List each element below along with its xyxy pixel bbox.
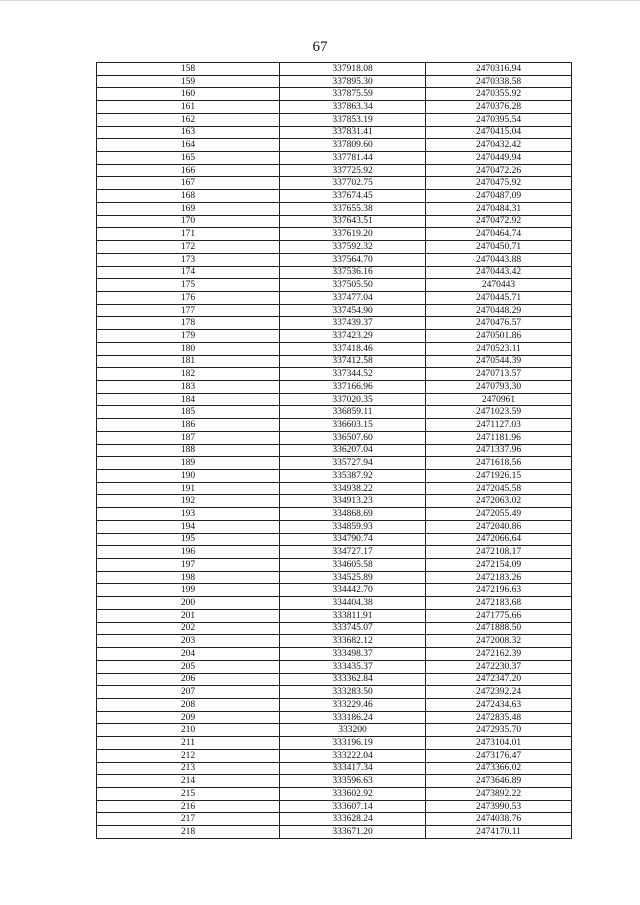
x-coordinate-cell: 334938.22 bbox=[280, 482, 426, 495]
point-number-cell: 186 bbox=[97, 419, 280, 432]
x-coordinate-cell: 337918.08 bbox=[280, 63, 426, 76]
y-coordinate-cell: 2471926.15 bbox=[426, 470, 572, 483]
y-coordinate-cell: 2471127.03 bbox=[426, 419, 572, 432]
y-coordinate-cell: 2470472.92 bbox=[426, 215, 572, 228]
point-number-cell: 188 bbox=[97, 444, 280, 457]
x-coordinate-cell: 337418.46 bbox=[280, 342, 426, 355]
y-coordinate-cell: 2472154.09 bbox=[426, 559, 572, 572]
table-row bbox=[97, 533, 572, 546]
table-row bbox=[97, 304, 572, 317]
y-coordinate-cell: 2471888.50 bbox=[426, 622, 572, 635]
y-coordinate-cell: 2470501.86 bbox=[426, 330, 572, 343]
point-number-cell: 172 bbox=[97, 241, 280, 254]
table-row bbox=[97, 584, 572, 597]
x-coordinate-cell: 337505.50 bbox=[280, 279, 426, 292]
y-coordinate-cell: 2473646.89 bbox=[426, 775, 572, 788]
y-coordinate-cell: 2472392.24 bbox=[426, 686, 572, 699]
table-row bbox=[97, 202, 572, 215]
y-coordinate-cell: 2470544.39 bbox=[426, 355, 572, 368]
point-number-cell: 176 bbox=[97, 291, 280, 304]
x-coordinate-cell: 336207.04 bbox=[280, 444, 426, 457]
table-row bbox=[97, 241, 572, 254]
point-number-cell: 204 bbox=[97, 648, 280, 661]
point-number-cell: 160 bbox=[97, 88, 280, 101]
x-coordinate-cell: 333811.91 bbox=[280, 609, 426, 622]
y-coordinate-cell: 2471775.66 bbox=[426, 609, 572, 622]
point-number-cell: 159 bbox=[97, 75, 280, 88]
x-coordinate-cell: 337643.51 bbox=[280, 215, 426, 228]
table-row bbox=[97, 546, 572, 559]
point-number-cell: 162 bbox=[97, 113, 280, 126]
table-row bbox=[97, 393, 572, 406]
table-row bbox=[97, 673, 572, 686]
point-number-cell: 215 bbox=[97, 787, 280, 800]
table-row bbox=[97, 266, 572, 279]
x-coordinate-cell: 337674.45 bbox=[280, 190, 426, 203]
coordinates-table-body bbox=[97, 63, 572, 839]
y-coordinate-cell: 2470464.74 bbox=[426, 228, 572, 241]
table-row bbox=[97, 139, 572, 152]
table-row bbox=[97, 368, 572, 381]
y-coordinate-cell: 2470475.92 bbox=[426, 177, 572, 190]
point-number-cell: 168 bbox=[97, 190, 280, 203]
x-coordinate-cell: 333602.92 bbox=[280, 787, 426, 800]
top-rule bbox=[0, 0, 640, 1]
point-number-cell: 194 bbox=[97, 520, 280, 533]
x-coordinate-cell: 333283.50 bbox=[280, 686, 426, 699]
point-number-cell: 212 bbox=[97, 749, 280, 762]
y-coordinate-cell: 2470713.57 bbox=[426, 368, 572, 381]
y-coordinate-cell: 2470432.42 bbox=[426, 139, 572, 152]
table-row bbox=[97, 775, 572, 788]
point-number-cell: 181 bbox=[97, 355, 280, 368]
x-coordinate-cell: 337020.35 bbox=[280, 393, 426, 406]
point-number-cell: 169 bbox=[97, 202, 280, 215]
table-row bbox=[97, 291, 572, 304]
x-coordinate-cell: 337454.90 bbox=[280, 304, 426, 317]
y-coordinate-cell: 2472347.20 bbox=[426, 673, 572, 686]
point-number-cell: 218 bbox=[97, 826, 280, 839]
point-number-cell: 192 bbox=[97, 495, 280, 508]
y-coordinate-cell: 2471618.56 bbox=[426, 457, 572, 470]
table-row bbox=[97, 724, 572, 737]
x-coordinate-cell: 334727.17 bbox=[280, 546, 426, 559]
point-number-cell: 200 bbox=[97, 597, 280, 610]
y-coordinate-cell: 2472055.49 bbox=[426, 508, 572, 521]
y-coordinate-cell: 2470449.94 bbox=[426, 152, 572, 165]
table-row bbox=[97, 355, 572, 368]
y-coordinate-cell: 2470487.09 bbox=[426, 190, 572, 203]
y-coordinate-cell: 2471337.96 bbox=[426, 444, 572, 457]
x-coordinate-cell: 333362.84 bbox=[280, 673, 426, 686]
table-row bbox=[97, 113, 572, 126]
point-number-cell: 208 bbox=[97, 698, 280, 711]
point-number-cell: 213 bbox=[97, 762, 280, 775]
table-row bbox=[97, 228, 572, 241]
x-coordinate-cell: 337702.75 bbox=[280, 177, 426, 190]
y-coordinate-cell: 2470355.92 bbox=[426, 88, 572, 101]
y-coordinate-cell: 2472835.48 bbox=[426, 711, 572, 724]
table-row bbox=[97, 711, 572, 724]
y-coordinate-cell: 2470415.04 bbox=[426, 126, 572, 139]
y-coordinate-cell: 2473892.22 bbox=[426, 787, 572, 800]
table-row bbox=[97, 342, 572, 355]
point-number-cell: 191 bbox=[97, 482, 280, 495]
x-coordinate-cell: 337166.96 bbox=[280, 380, 426, 393]
x-coordinate-cell: 334605.58 bbox=[280, 559, 426, 572]
point-number-cell: 214 bbox=[97, 775, 280, 788]
point-number-cell: 185 bbox=[97, 406, 280, 419]
x-coordinate-cell: 333671.20 bbox=[280, 826, 426, 839]
point-number-cell: 207 bbox=[97, 686, 280, 699]
x-coordinate-cell: 337875.59 bbox=[280, 88, 426, 101]
point-number-cell: 158 bbox=[97, 63, 280, 76]
point-number-cell: 197 bbox=[97, 559, 280, 572]
y-coordinate-cell: 2474038.76 bbox=[426, 813, 572, 826]
table-row bbox=[97, 508, 572, 521]
x-coordinate-cell: 336859.11 bbox=[280, 406, 426, 419]
y-coordinate-cell: 2474170.11 bbox=[426, 826, 572, 839]
x-coordinate-cell: 337895.30 bbox=[280, 75, 426, 88]
table-row bbox=[97, 101, 572, 114]
point-number-cell: 209 bbox=[97, 711, 280, 724]
point-number-cell: 161 bbox=[97, 101, 280, 114]
x-coordinate-cell: 333745.07 bbox=[280, 622, 426, 635]
point-number-cell: 164 bbox=[97, 139, 280, 152]
point-number-cell: 193 bbox=[97, 508, 280, 521]
y-coordinate-cell: 2472196.63 bbox=[426, 584, 572, 597]
table-row bbox=[97, 571, 572, 584]
point-number-cell: 190 bbox=[97, 470, 280, 483]
point-number-cell: 170 bbox=[97, 215, 280, 228]
table-row bbox=[97, 431, 572, 444]
y-coordinate-cell: 2472935.70 bbox=[426, 724, 572, 737]
y-coordinate-cell: 2470961 bbox=[426, 393, 572, 406]
x-coordinate-cell: 337853.19 bbox=[280, 113, 426, 126]
y-coordinate-cell: 2471181.96 bbox=[426, 431, 572, 444]
point-number-cell: 198 bbox=[97, 571, 280, 584]
point-number-cell: 202 bbox=[97, 622, 280, 635]
x-coordinate-cell: 337725.92 bbox=[280, 164, 426, 177]
y-coordinate-cell: 2473990.53 bbox=[426, 800, 572, 813]
table-row bbox=[97, 495, 572, 508]
point-number-cell: 217 bbox=[97, 813, 280, 826]
x-coordinate-cell: 337863.34 bbox=[280, 101, 426, 114]
y-coordinate-cell: 2470523.11 bbox=[426, 342, 572, 355]
page-number: 67 bbox=[312, 39, 328, 55]
y-coordinate-cell: 2470316.94 bbox=[426, 63, 572, 76]
table-row bbox=[97, 698, 572, 711]
point-number-cell: 167 bbox=[97, 177, 280, 190]
x-coordinate-cell: 333222.04 bbox=[280, 749, 426, 762]
point-number-cell: 195 bbox=[97, 533, 280, 546]
table-row bbox=[97, 457, 572, 470]
table-row bbox=[97, 419, 572, 432]
table-row bbox=[97, 380, 572, 393]
point-number-cell: 163 bbox=[97, 126, 280, 139]
table-row bbox=[97, 330, 572, 343]
y-coordinate-cell: 2470443.42 bbox=[426, 266, 572, 279]
table-row bbox=[97, 660, 572, 673]
table-row bbox=[97, 622, 572, 635]
y-coordinate-cell: 2470376.28 bbox=[426, 101, 572, 114]
x-coordinate-cell: 334404.38 bbox=[280, 597, 426, 610]
x-coordinate-cell: 337619.20 bbox=[280, 228, 426, 241]
x-coordinate-cell: 334525.89 bbox=[280, 571, 426, 584]
y-coordinate-cell: 2471023.59 bbox=[426, 406, 572, 419]
table-row bbox=[97, 559, 572, 572]
x-coordinate-cell: 333682.12 bbox=[280, 635, 426, 648]
table-row bbox=[97, 279, 572, 292]
point-number-cell: 177 bbox=[97, 304, 280, 317]
point-number-cell: 183 bbox=[97, 380, 280, 393]
x-coordinate-cell: 337344.52 bbox=[280, 368, 426, 381]
point-number-cell: 189 bbox=[97, 457, 280, 470]
y-coordinate-cell: 2472108.17 bbox=[426, 546, 572, 559]
point-number-cell: 182 bbox=[97, 368, 280, 381]
point-number-cell: 178 bbox=[97, 317, 280, 330]
point-number-cell: 210 bbox=[97, 724, 280, 737]
table-row bbox=[97, 597, 572, 610]
y-coordinate-cell: 2472230.37 bbox=[426, 660, 572, 673]
point-number-cell: 199 bbox=[97, 584, 280, 597]
y-coordinate-cell: 2470338.58 bbox=[426, 75, 572, 88]
x-coordinate-cell: 335387.92 bbox=[280, 470, 426, 483]
table-row bbox=[97, 63, 572, 76]
x-coordinate-cell: 334859.93 bbox=[280, 520, 426, 533]
y-coordinate-cell: 2470450.71 bbox=[426, 241, 572, 254]
table-row bbox=[97, 762, 572, 775]
table-row bbox=[97, 317, 572, 330]
y-coordinate-cell: 2470443 bbox=[426, 279, 572, 292]
x-coordinate-cell: 336507.60 bbox=[280, 431, 426, 444]
y-coordinate-cell: 2472183.68 bbox=[426, 597, 572, 610]
x-coordinate-cell: 333229.46 bbox=[280, 698, 426, 711]
point-number-cell: 180 bbox=[97, 342, 280, 355]
x-coordinate-cell: 335727.94 bbox=[280, 457, 426, 470]
y-coordinate-cell: 2472162.39 bbox=[426, 648, 572, 661]
table-row bbox=[97, 177, 572, 190]
point-number-cell: 201 bbox=[97, 609, 280, 622]
x-coordinate-cell: 333196.19 bbox=[280, 737, 426, 750]
point-number-cell: 187 bbox=[97, 431, 280, 444]
x-coordinate-cell: 337809.60 bbox=[280, 139, 426, 152]
y-coordinate-cell: 2472040.86 bbox=[426, 520, 572, 533]
table-row bbox=[97, 190, 572, 203]
y-coordinate-cell: 2472066.64 bbox=[426, 533, 572, 546]
x-coordinate-cell: 333498.37 bbox=[280, 648, 426, 661]
x-coordinate-cell: 333186.24 bbox=[280, 711, 426, 724]
y-coordinate-cell: 2470448.29 bbox=[426, 304, 572, 317]
y-coordinate-cell: 2473366.02 bbox=[426, 762, 572, 775]
table-row bbox=[97, 749, 572, 762]
y-coordinate-cell: 2473176.47 bbox=[426, 749, 572, 762]
table-row bbox=[97, 813, 572, 826]
point-number-cell: 175 bbox=[97, 279, 280, 292]
y-coordinate-cell: 2470472.26 bbox=[426, 164, 572, 177]
y-coordinate-cell: 2470476.57 bbox=[426, 317, 572, 330]
x-coordinate-cell: 333417.34 bbox=[280, 762, 426, 775]
table-row bbox=[97, 75, 572, 88]
table-row bbox=[97, 164, 572, 177]
point-number-cell: 206 bbox=[97, 673, 280, 686]
x-coordinate-cell: 333435.37 bbox=[280, 660, 426, 673]
point-number-cell: 205 bbox=[97, 660, 280, 673]
point-number-cell: 203 bbox=[97, 635, 280, 648]
y-coordinate-cell: 2470443.88 bbox=[426, 253, 572, 266]
point-number-cell: 211 bbox=[97, 737, 280, 750]
y-coordinate-cell: 2472008.32 bbox=[426, 635, 572, 648]
table-row bbox=[97, 686, 572, 699]
x-coordinate-cell: 334868.69 bbox=[280, 508, 426, 521]
y-coordinate-cell: 2472183.26 bbox=[426, 571, 572, 584]
y-coordinate-cell: 2470793.30 bbox=[426, 380, 572, 393]
table-row bbox=[97, 482, 572, 495]
table-row bbox=[97, 406, 572, 419]
point-number-cell: 174 bbox=[97, 266, 280, 279]
point-number-cell: 165 bbox=[97, 152, 280, 165]
coordinates-table bbox=[96, 62, 572, 839]
x-coordinate-cell: 337477.04 bbox=[280, 291, 426, 304]
point-number-cell: 166 bbox=[97, 164, 280, 177]
x-coordinate-cell: 337655.38 bbox=[280, 202, 426, 215]
x-coordinate-cell: 337423.29 bbox=[280, 330, 426, 343]
x-coordinate-cell: 336603.15 bbox=[280, 419, 426, 432]
table-row bbox=[97, 215, 572, 228]
x-coordinate-cell: 337412.58 bbox=[280, 355, 426, 368]
x-coordinate-cell: 333628.24 bbox=[280, 813, 426, 826]
x-coordinate-cell: 334913.23 bbox=[280, 495, 426, 508]
x-coordinate-cell: 337592.32 bbox=[280, 241, 426, 254]
x-coordinate-cell: 334442.70 bbox=[280, 584, 426, 597]
table-row bbox=[97, 787, 572, 800]
x-coordinate-cell: 337536.16 bbox=[280, 266, 426, 279]
x-coordinate-cell: 333607.14 bbox=[280, 800, 426, 813]
point-number-cell: 196 bbox=[97, 546, 280, 559]
table-row bbox=[97, 826, 572, 839]
point-number-cell: 184 bbox=[97, 393, 280, 406]
table-row bbox=[97, 152, 572, 165]
y-coordinate-cell: 2472045.58 bbox=[426, 482, 572, 495]
table-row bbox=[97, 609, 572, 622]
table-row bbox=[97, 253, 572, 266]
x-coordinate-cell: 337781.44 bbox=[280, 152, 426, 165]
x-coordinate-cell: 333200 bbox=[280, 724, 426, 737]
y-coordinate-cell: 2473104.01 bbox=[426, 737, 572, 750]
table-row bbox=[97, 635, 572, 648]
table-row bbox=[97, 444, 572, 457]
y-coordinate-cell: 2472063.02 bbox=[426, 495, 572, 508]
point-number-cell: 216 bbox=[97, 800, 280, 813]
x-coordinate-cell: 337831.41 bbox=[280, 126, 426, 139]
y-coordinate-cell: 2472434.63 bbox=[426, 698, 572, 711]
point-number-cell: 179 bbox=[97, 330, 280, 343]
table-row bbox=[97, 737, 572, 750]
point-number-cell: 171 bbox=[97, 228, 280, 241]
x-coordinate-cell: 333596.63 bbox=[280, 775, 426, 788]
y-coordinate-cell: 2470445.71 bbox=[426, 291, 572, 304]
table-row bbox=[97, 520, 572, 533]
table-row bbox=[97, 470, 572, 483]
table-row bbox=[97, 88, 572, 101]
y-coordinate-cell: 2470395.54 bbox=[426, 113, 572, 126]
x-coordinate-cell: 337439.37 bbox=[280, 317, 426, 330]
table-row bbox=[97, 648, 572, 661]
x-coordinate-cell: 334790.74 bbox=[280, 533, 426, 546]
point-number-cell: 173 bbox=[97, 253, 280, 266]
table-row bbox=[97, 800, 572, 813]
x-coordinate-cell: 337564.70 bbox=[280, 253, 426, 266]
y-coordinate-cell: 2470484.31 bbox=[426, 202, 572, 215]
table-row bbox=[97, 126, 572, 139]
